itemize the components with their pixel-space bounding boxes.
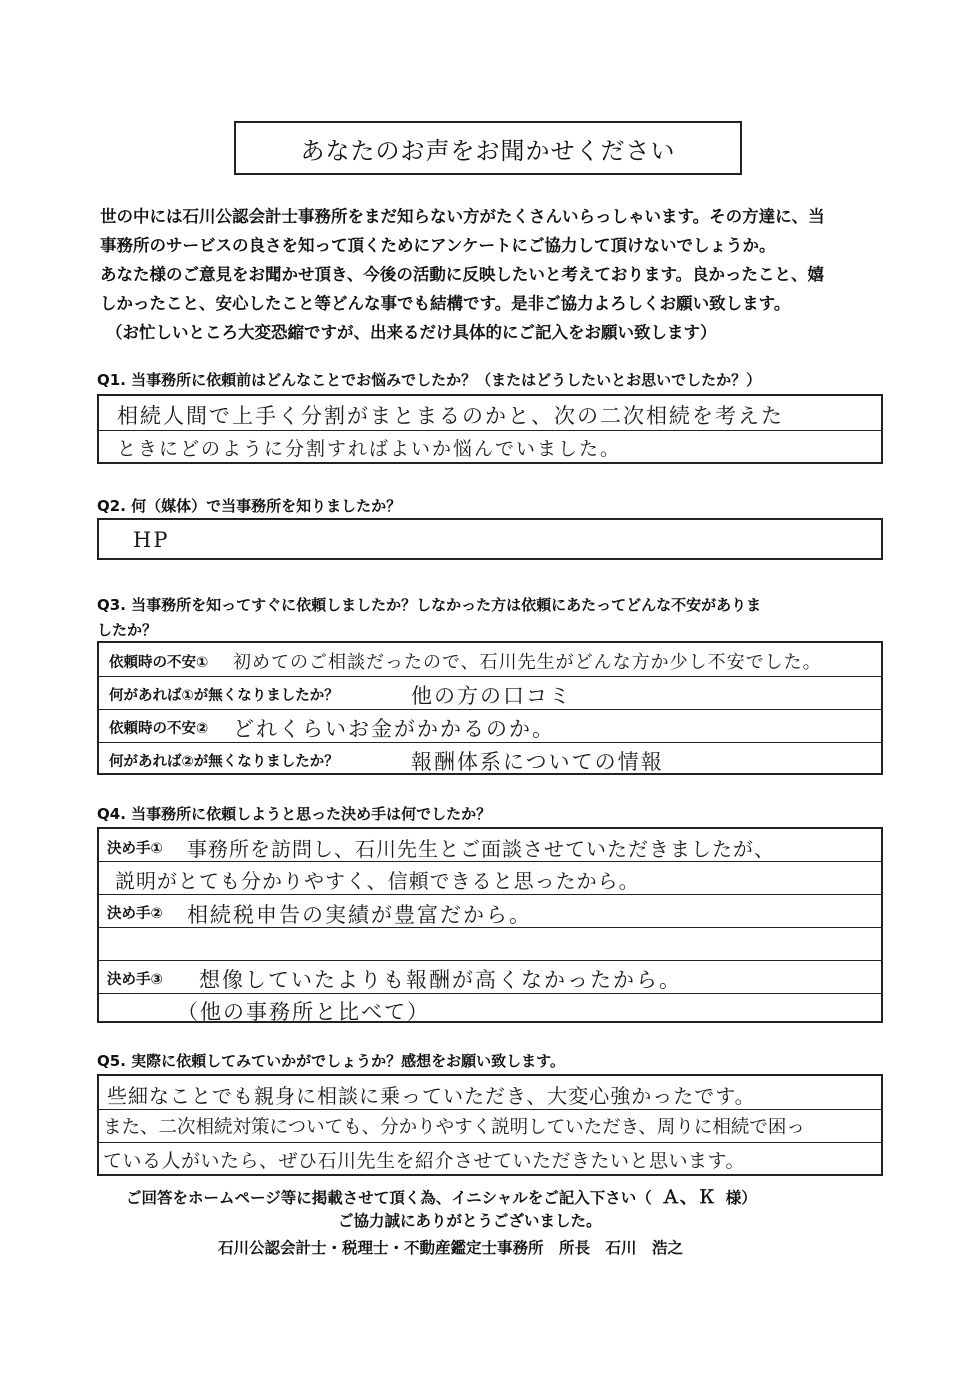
survey-title: あなたのお声をお聞かせください xyxy=(234,121,742,175)
intro-line: 事務所のサービスの良さを知って頂くためにアンケートにご協力して頂けないでしょうか。 xyxy=(100,236,776,255)
q5-question: Q5. 実際に依頼してみていかがでしょうか？感想をお願い致します。 xyxy=(97,1052,565,1070)
divider xyxy=(99,1109,881,1110)
q3-question-cont: したか？ xyxy=(97,621,158,639)
q3-question: Q3. 当事務所を知ってすぐに依頼しましたか？しなかった方は依頼にあたってどんな不安がありま xyxy=(97,596,762,614)
intro-line: 世の中には石川公認会計士事務所をまだ知らない方がたくさんいらっしゃいます。その方達に、当 xyxy=(100,207,825,226)
q1-answer-line: ときにどのように分割すればよいか悩んでいました。 xyxy=(117,438,622,460)
intro-text xyxy=(100,202,900,347)
divider xyxy=(99,993,881,994)
q3-label: 依頼時の不安① xyxy=(109,655,209,671)
q1-question: Q1. 当事務所に依頼前はどんなことでお悩みでしたか？（またはどうしたいとお思いでしたか？） xyxy=(97,371,762,389)
divider xyxy=(99,1142,881,1143)
divider xyxy=(99,894,881,895)
intro-line: （お忙しいところ大変恐縮ですが、出来るだけ具体的にご記入をお願い致します） xyxy=(106,323,717,342)
q4-answer: （他の事務所と比べて） xyxy=(177,1000,430,1024)
initials-line xyxy=(126,1183,757,1209)
divider xyxy=(99,861,881,862)
intro-line: しかったこと、安心したこと等どんな事でも結構です。是非ご協力よろしくお願い致します。 xyxy=(100,294,791,313)
q4-answer-box xyxy=(97,827,883,1023)
initials-prefix: ご回答をホームページ等に掲載させて頂く為、イニシャルをご記入下さい（ xyxy=(126,1189,652,1207)
q4-answer: 相続税申告の実績が豊富だから。 xyxy=(187,903,532,927)
divider xyxy=(99,430,881,431)
initials-value: Ａ、Ｋ xyxy=(661,1187,716,1208)
divider xyxy=(99,742,881,743)
office-name: 石川公認会計士・税理士・不動産鑑定士事務所 所長 石川 浩之 xyxy=(218,1239,684,1257)
q3-label: 何があれば①が無くなりましたか？ xyxy=(109,688,339,704)
q5-answer-line: ている人がいたら、ぜひ石川先生を紹介させていただきたいと思います。 xyxy=(103,1150,745,1172)
q3-answer: 他の方の口コミ xyxy=(411,684,572,708)
q4-answer: 想像していたよりも報酬が高くなかったから。 xyxy=(199,968,682,992)
q2-answer-box xyxy=(97,518,883,560)
q3-answer-box xyxy=(97,641,883,775)
q5-answer-line: 些細なことでも親身に相談に乗っていただき、大変心強かったです。 xyxy=(107,1084,756,1108)
q4-answer: 説明がとても分かりやすく、信頼できると思ったから。 xyxy=(115,869,640,893)
q3-label: 何があれば②が無くなりましたか？ xyxy=(109,754,339,770)
q3-answer: どれくらいお金がかかるのか。 xyxy=(233,717,555,741)
q3-answer: 初めてのご相談だったので、石川先生がどんな方か少し不安でした。 xyxy=(233,652,822,673)
q4-answer: 事務所を訪問し、石川先生とご面談させていただきましたが、 xyxy=(187,837,775,861)
q1-answer-line: 相続人間で上手く分割がまとまるのかと、次の二次相続を考えた xyxy=(117,404,784,428)
q4-label: 決め手③ xyxy=(107,972,163,988)
q4-label: 決め手② xyxy=(107,906,163,922)
q1-answer-box xyxy=(97,394,883,464)
q3-answer: 報酬体系についての情報 xyxy=(411,750,664,774)
q5-answer-line: また、二次相続対策についても、分かりやすく説明していただき、周りに相続で困っ xyxy=(103,1117,805,1138)
q4-label: 決め手① xyxy=(107,841,163,857)
divider xyxy=(99,676,881,677)
divider xyxy=(99,927,881,928)
initials-suffix: 様） xyxy=(725,1189,757,1207)
q3-label: 依頼時の不安② xyxy=(109,721,209,737)
intro-line: あなた様のご意見をお聞かせ頂き、今後の活動に反映したいと考えております。良かったこと、嬉 xyxy=(100,265,825,284)
q2-question: Q2. 何（媒体）で当事務所を知りましたか？ xyxy=(97,497,402,515)
q4-question: Q4. 当事務所に依頼しようと思った決め手は何でしたか？ xyxy=(97,805,492,823)
divider xyxy=(99,709,881,710)
q2-answer: HP xyxy=(133,528,170,552)
thanks-text: ご協力誠にありがとうございました。 xyxy=(338,1212,602,1230)
divider xyxy=(99,960,881,961)
q5-answer-box xyxy=(97,1074,883,1176)
